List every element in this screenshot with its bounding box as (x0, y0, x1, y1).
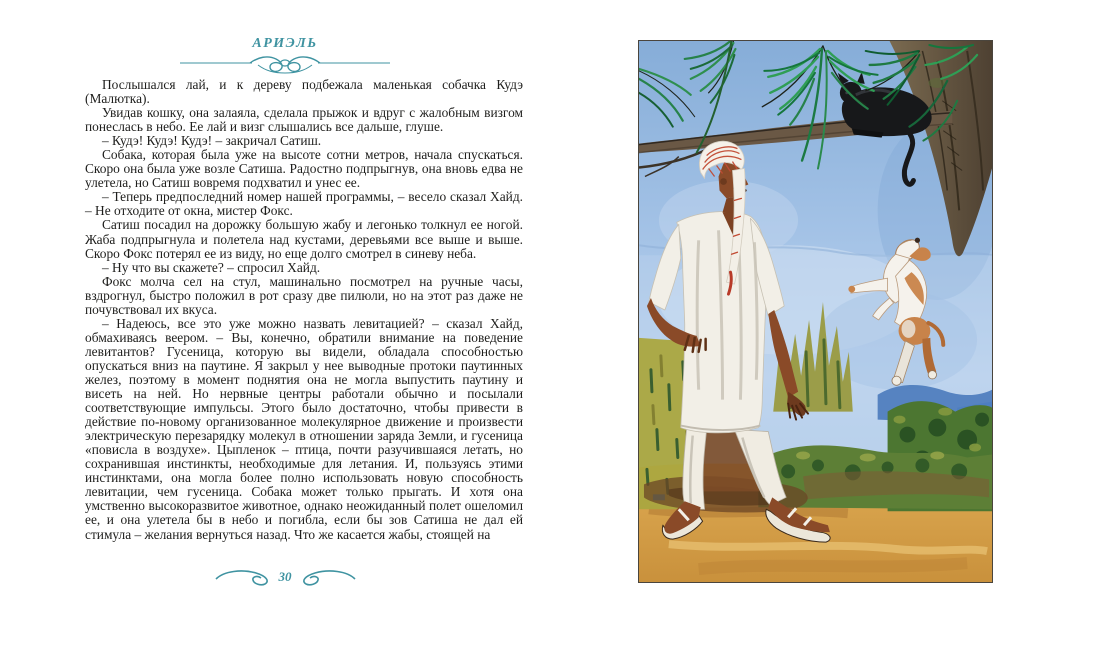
wave-flourish-left-icon (214, 568, 272, 586)
text-block (85, 78, 523, 542)
page-footer (66, 566, 504, 588)
paragraph: – Теперь предпоследний номер нашей программы, – весело сказал Хайд. – Не отходите от окна, мистер Фокс. (85, 189, 523, 219)
paragraph: – Надеюсь, все это уже можно назвать левитацией? – сказал Хайд, обмахиваясь веером. – Вы, конечно, обратили внимание на поведение левитантов? Гусеница, которую вы видели, обладала способностью опускаться вниз на паутине. Я закрыл у нее выводные протоки паутинных желез, поэтому в момент поднятия она не могла выпустить паутину и висеть на ней. Но нервные центры работали обычно и посылали соответствующие импульсы. Этого было достаточно, чтобы привести в действие по-новому организованное молекулярное движение и произвести электрическую перезарядку молекул в отношении заряда Земли, и гусеница «повисла в воздухе». Цыпленок – птица, почти разучившаяся летать, но сохранившая инстинкты, необходимые для летания. И, пользуясь этими инстинктами, она могла более полно использовать новую способность левитации, чем гусеница. Собака может только прыгать. И хотя она умственно высокоразвитое животное, однако неожиданный полет ошеломил ее, и она улетела бы в небо и погибла, если бы зов Сатиша не дал ей стимула – желания вернуться назад. Что же касается жабы, стоящей на (85, 315, 523, 542)
paragraph: – Ну что вы скажете? – спросил Хайд. (102, 259, 321, 275)
watercolor-illustration (639, 41, 992, 582)
wave-flourish-right-icon (299, 568, 357, 586)
running-title: АРИЭЛЬ (252, 36, 318, 51)
page-number: 30 (278, 569, 292, 584)
paragraph: Сатиш посадил на дорожку большую жабу и легонько толкнул ее ногой. Жаба подпрыгнула и полетела над кустами, деревьями все выше и выше. Скоро Фокс потерял ее из виду, но еще долго смотрел в синеву неба. (85, 217, 523, 261)
paragraph: Фокс молча сел на стул, машинально посмотрел на ручные часы, вздрогнул, быстро положил в рот сразу две пилюли, но на этот раз даже не почувствовал их вкуса. (85, 273, 523, 317)
illustration-frame (638, 40, 993, 583)
paragraph: Собака, которая была уже на высоте сотни метров, начала спускаться. Скоро она была уже возле Сатиша. Радостно подпрыгнув, она вновь едва не улетела, но Сатиш вовремя подхватил и унес ее. (85, 147, 523, 191)
paragraph: Увидав кошку, она залаяла, сделала прыжок и вдруг с жалобным визгом понеслась в небо. Ее лай и визг слышались все дальше, глуше. (85, 105, 523, 135)
paragraph: Послышался лай, и к дереву подбежала маленькая собачка Кудэ (Малютка). (85, 77, 523, 107)
paragraph: – Кудэ! Кудэ! Кудэ! – закричал Сатиш. (102, 133, 322, 149)
scroll-flourish-icon (180, 55, 390, 75)
